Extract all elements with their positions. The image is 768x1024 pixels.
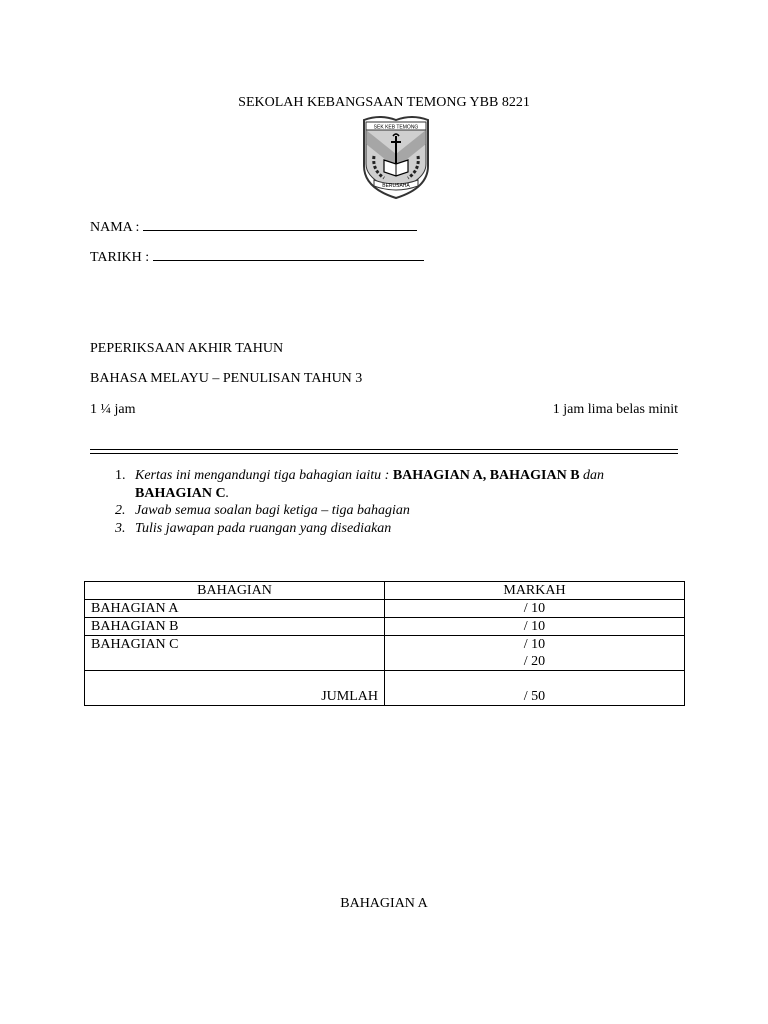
total-label: JUMLAH bbox=[85, 671, 385, 706]
tarikh-field bbox=[90, 248, 424, 266]
header-markah: MARKAH bbox=[385, 582, 685, 600]
header-bahagian: BAHAGIAN bbox=[85, 582, 385, 600]
duration-long: 1 jam lima belas minit bbox=[552, 402, 678, 417]
tarikh-input-line[interactable] bbox=[153, 248, 424, 261]
marks-value: / 20 bbox=[523, 654, 546, 669]
divider-bottom bbox=[90, 453, 678, 454]
table-row bbox=[85, 600, 685, 618]
crest-banner-top: SEK KEB TEMONG bbox=[373, 124, 419, 131]
nama-label: NAMA : bbox=[90, 220, 140, 235]
instruction-text: . bbox=[225, 485, 230, 501]
instruction-text: Kertas ini mengandungi tiga bahagian iaitu : bbox=[135, 468, 393, 483]
table-header-row bbox=[85, 582, 685, 600]
marks-cell: / 10 bbox=[385, 618, 685, 636]
instructions-list bbox=[115, 467, 675, 537]
nama-field bbox=[90, 218, 417, 236]
duration-short: 1 ¼ jam bbox=[90, 402, 136, 417]
school-name: SEKOLAH KEBANGSAAN TEMONG YBB 8221 bbox=[238, 95, 530, 110]
table-row bbox=[85, 636, 685, 671]
exam-title: PEPERIKSAAN AKHIR TAHUN bbox=[90, 341, 284, 356]
instruction-number: 1. bbox=[115, 468, 126, 483]
school-crest-icon bbox=[360, 114, 432, 200]
instruction-number: 3. bbox=[115, 520, 126, 536]
section-heading: BAHAGIAN A bbox=[340, 896, 428, 911]
section-cell: BAHAGIAN C bbox=[85, 636, 385, 671]
instruction-item bbox=[115, 520, 675, 538]
total-marks: / 50 bbox=[385, 671, 685, 706]
exam-subject: BAHASA MELAYU – PENULISAN TAHUN 3 bbox=[90, 371, 363, 386]
instruction-item bbox=[115, 467, 675, 502]
table-total-row bbox=[85, 671, 685, 706]
instruction-bold: BAHAGIAN A, BAHAGIAN B bbox=[392, 468, 580, 483]
section-cell: BAHAGIAN B bbox=[85, 618, 385, 636]
marks-table bbox=[84, 581, 685, 706]
instruction-text: dan bbox=[579, 468, 605, 483]
instruction-item bbox=[115, 502, 675, 520]
table-row bbox=[85, 618, 685, 636]
instruction-bold: BAHAGIAN C bbox=[135, 485, 226, 501]
crest-banner-bottom: BERUSAHA bbox=[382, 183, 410, 189]
nama-input-line[interactable] bbox=[143, 218, 417, 231]
instruction-number: 2. bbox=[115, 503, 126, 518]
instruction-text: Jawab semua soalan bagi ketiga – tiga bahagian bbox=[135, 503, 410, 518]
marks-cell: / 10 bbox=[385, 600, 685, 618]
marks-value: / 10 bbox=[523, 637, 546, 652]
section-cell: BAHAGIAN A bbox=[85, 600, 385, 618]
divider-top bbox=[90, 449, 678, 450]
instruction-text: Tulis jawapan pada ruangan yang disediakan bbox=[135, 520, 392, 536]
tarikh-label: TARIKH : bbox=[90, 250, 150, 265]
marks-cell bbox=[385, 636, 685, 671]
